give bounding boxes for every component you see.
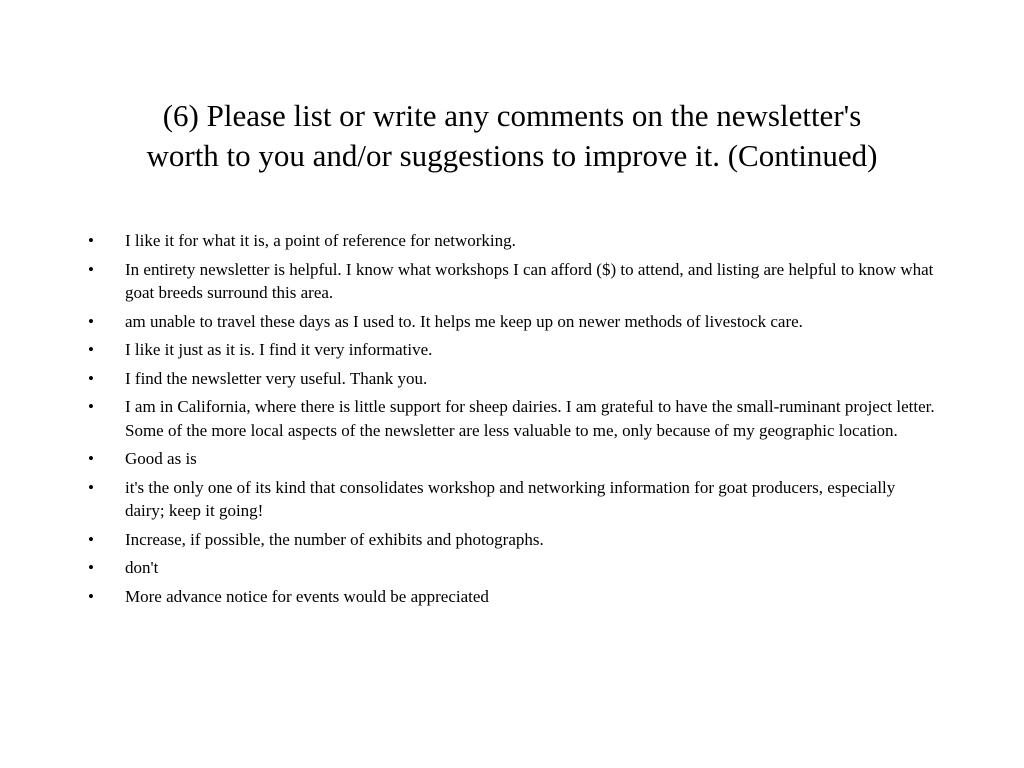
bullet-icon: • [88, 449, 94, 468]
list-item-text: Increase, if possible, the number of exhibits and photographs. [125, 529, 544, 549]
bullet-icon: • [88, 397, 94, 416]
list-item-text: it's the only one of its kind that consolidates workshop and networking information for goat producers, especially dairy; keep it going! [125, 477, 896, 520]
list-item-text: Good as is [125, 449, 197, 468]
slide-title-line-2: worth to you and/or suggestions to improve it. (Continued) [146, 138, 878, 173]
bullet-icon: • [88, 529, 94, 549]
list-item-text: In entirety newsletter is helpful. I know what workshops I can afford ($) to attend, and listing are helpful to know what goat breeds surround this area. [125, 259, 934, 302]
bullet-icon: • [88, 231, 94, 250]
comment-list [88, 229, 938, 613]
list-item [88, 367, 938, 391]
bullet-icon: • [88, 311, 94, 331]
slide-title-line-1: (6) Please list or write any comments on the newsletter's [162, 98, 862, 133]
list-item [88, 229, 938, 253]
list-item-text: don't [125, 558, 159, 577]
bullet-icon: • [88, 340, 94, 359]
slide-title [60, 96, 964, 176]
list-item-text: am unable to travel these days as I used to. It helps me keep up on newer methods of livestock care. [125, 311, 803, 331]
list-item-text: More advance notice for events would be appreciated [125, 586, 489, 606]
bullet-icon: • [88, 586, 94, 606]
list-item [88, 556, 938, 580]
list-item-text: I am in California, where there is little support for sheep dairies. I am grateful to have the small-ruminant project letter. Some of the more local aspects of the newsletter are less valuable to me, only because of my geographic location. [125, 397, 935, 440]
list-item [88, 338, 938, 362]
list-item [88, 476, 938, 523]
list-item-text: I like it for what it is, a point of reference for networking. [125, 231, 516, 250]
list-item [88, 528, 938, 552]
list-item [88, 585, 938, 609]
bullet-icon: • [88, 368, 94, 388]
list-item [88, 310, 938, 334]
list-item-text: I find the newsletter very useful. Thank you. [125, 368, 428, 388]
list-item [88, 395, 938, 442]
bullet-icon: • [88, 558, 94, 577]
list-item [88, 258, 938, 305]
bullet-icon: • [88, 259, 94, 279]
bullet-icon: • [88, 477, 94, 497]
list-item-text: I like it just as it is. I find it very informative. [125, 340, 433, 359]
list-item [88, 447, 938, 471]
